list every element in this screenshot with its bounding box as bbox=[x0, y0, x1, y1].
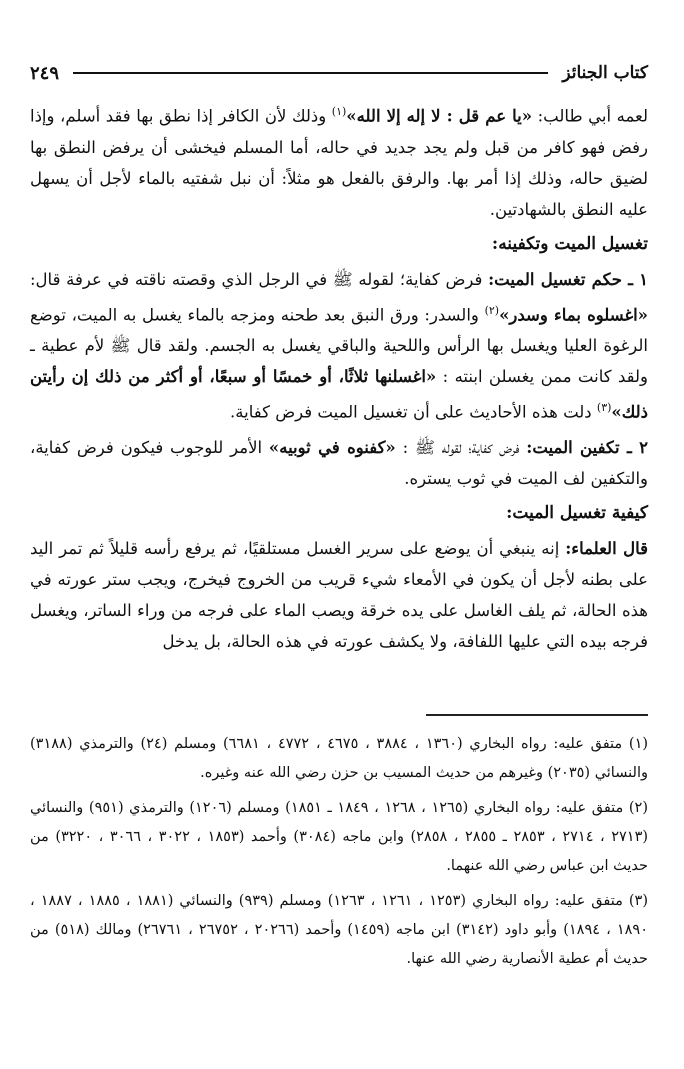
paragraph-text: فرض كفاية؛ لقوله ﷺ : bbox=[395, 437, 527, 457]
hadith-quote: «اغسلوه بماء وسدر» bbox=[499, 305, 648, 324]
hadith-quote: «اغسلنها ثلاثًا، أو خمسًا أو سبعًا، أو أكثر من ذلك إن رأيتن ذلك» bbox=[30, 367, 648, 422]
footnote-ref: (١) bbox=[331, 105, 347, 118]
footnote-ref: (٣) bbox=[596, 401, 612, 414]
section-heading-washing-shrouding: تغسيل الميت وتكفينه: bbox=[491, 233, 648, 254]
point-label: قال العلماء: bbox=[565, 538, 648, 558]
point-label: ٢ ـ تكفين الميت: bbox=[526, 437, 648, 457]
paragraph-washing-method bbox=[30, 533, 648, 657]
point-label: ١ ـ حكم تغسيل الميت: bbox=[488, 269, 648, 289]
footnote-separator bbox=[426, 714, 648, 716]
paragraph-text: إنه ينبغي أن يوضع على سرير الغسل مستلقيًا، ثم يرفع رأسه قليلاً ثم تمر اليد على بطنه لأجل أن يكون في الأمعاء شيء قريب من الخروج فيخرج، ويجب ستر عورته في هذه الحالة، ثم يلف الغاسل على يده خرقة ويصب الماء على فرجه من وراء الساتر، ويغسل فرجه بيده التي عليها اللفافة، ولا يكشف عورته في هذه الحالة، بل يدخل bbox=[30, 538, 648, 651]
paragraph-text: والسدر: ورق النبق بعد طحنه ومزجه بالماء يغسل به الميت، توضع الرغوة العليا ويغسل بها الرأس واللحية والباقي يغسل به الجسم. ولقد قال ﷺ لأم عطية ـ ولقد كانت ممن يغسلن ابنته : bbox=[30, 305, 648, 386]
paragraph-intro bbox=[30, 96, 648, 225]
section-heading-washing-method: كيفية تغسيل الميت: bbox=[506, 502, 648, 523]
header-rule bbox=[73, 72, 548, 74]
paragraph-washing-ruling bbox=[30, 264, 648, 428]
hadith-quote: «يا عم قل : لا إله إلا الله» bbox=[346, 106, 533, 126]
chapter-title: كتاب الجنائز bbox=[562, 63, 648, 83]
paragraph-shrouding-ruling bbox=[30, 432, 648, 494]
page-number: ٢٤٩ bbox=[30, 62, 60, 84]
main-text bbox=[30, 96, 648, 661]
footnote-3: (٣) متفق عليه: رواه البخاري (١٢٥٣ ، ١٢٦١ ، ١٢٦٣) ومسلم (٩٣٩) والنسائي (١٨٨١ ، ١٨٨٥ ، ١٨٨٧ ، ١٨٩٠ ، ١٨٩٤) وأبو داود (٣١٤٢) ابن ماجه (١٤٥٩) وأحمد (٢٠٢٦٦ ، ٢٦٧٥٢ ، ٢٦٧٦١) ومالك (٥١٨) من حديث أم عطية الأنصارية رضي الله عنها. bbox=[30, 893, 648, 967]
footnotes bbox=[30, 730, 648, 980]
footnote-1: (١) متفق عليه: رواه البخاري (١٣٦٠ ، ٣٨٨٤ ، ٤٦٧٥ ، ٤٧٧٢ ، ٦٦٨١) ومسلم (٢٤) والترمذي (٣١٨٨) والنسائي (٢٠٣٥) وغيرهم من حديث المسيب بن حزن رضي الله عنه وغيره. bbox=[30, 736, 649, 781]
intro-text-cont: وذلك لأن الكافر إذا نطق بها فقد أسلم، وإذا رفض فهو كافر من قبل ولم يجد جديد في حاله، أما المسلم فيخشى أن يرفض النطق بها لضيق حاله، وذلك إذا أمر بها. والرفق بالفعل هو مثلاً: أن نبل شفتيه بالماء لأجل أن يسهل عليه النطق بالشهادتين. bbox=[30, 106, 648, 219]
intro-text: لعمه أبي طالب: bbox=[532, 106, 648, 126]
running-header bbox=[30, 58, 648, 88]
paragraph-text: الأمر للوجوب فيكون فرض كفاية، والتكفين لف الميت في ثوب يستره. bbox=[30, 437, 648, 488]
paragraph-text: فرض كفاية؛ لقوله ﷺ في الرجل الذي وقصته ناقته في عرفة قال: bbox=[30, 269, 489, 289]
footnote-2: (٢) متفق عليه: رواه البخاري (١٢٦٥ ، ١٢٦٨ ، ١٨٤٩ ـ ١٨٥١) ومسلم (١٢٠٦) والترمذي (٩٥١) والنسائي (٢٧١٣ ، ٢٧١٤ ، ٢٨٥٣ ـ ٢٨٥٥ ، ٢٨٥٨) وابن ماجه (٣٠٨٤) وأحمد (١٨٥٣ ، ٣٠٢٢ ، ٣٠٦٦ ، ٣٢٢٠) من حديث ابن عباس رضي الله عنهما. bbox=[30, 800, 649, 874]
footnote-ref: (٢) bbox=[484, 303, 500, 317]
hadith-quote: «كفنوه في ثوبيه» bbox=[268, 437, 396, 457]
paragraph-text: دلت هذه الأحاديث على أن تغسيل الميت فرض كفاية. bbox=[230, 402, 597, 422]
